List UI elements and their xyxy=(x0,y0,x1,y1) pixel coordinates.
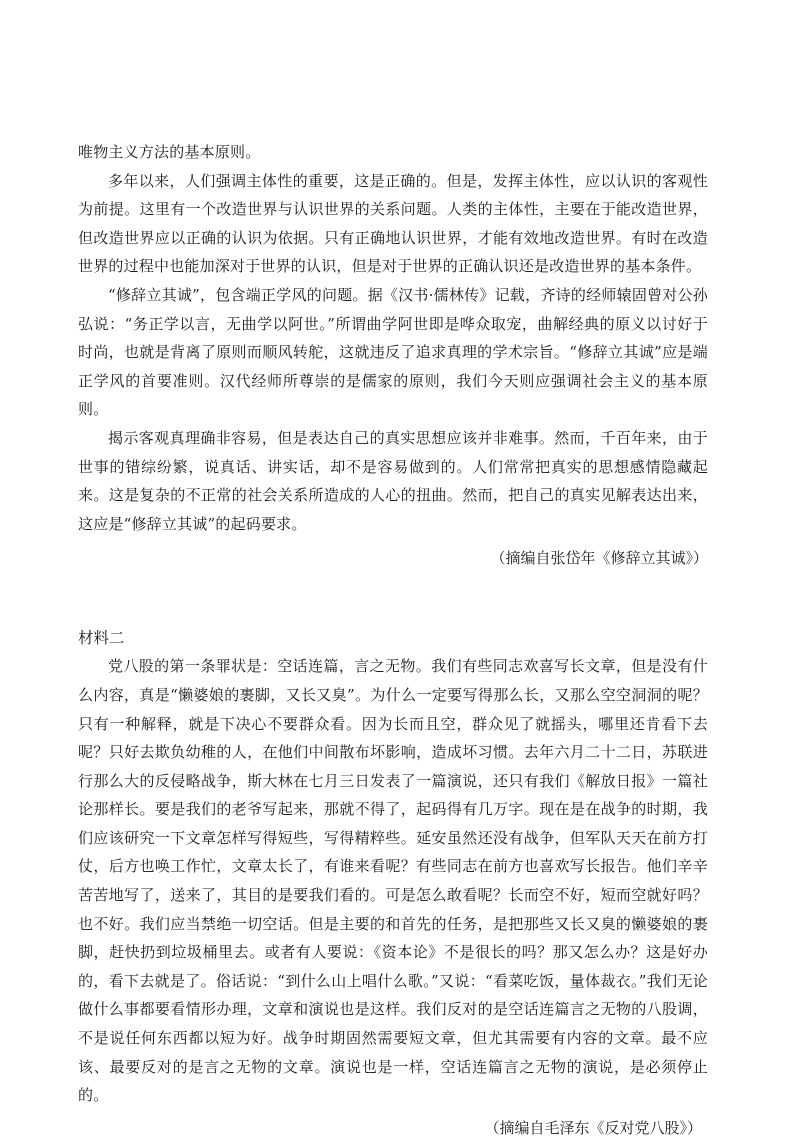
section-title-material-two: 材料二 xyxy=(78,629,125,648)
material-one xyxy=(78,138,708,572)
source-citation-one: （摘编自张岱年《修辞立其诚》） xyxy=(490,549,708,568)
material-two xyxy=(78,624,708,1142)
paragraph-continuation: 唯物主义方法的基本原则。 xyxy=(78,143,261,161)
paragraph-study-style: “修辞立其诚”，包含端正学风的问题。据《汉书·儒林传》记载，齐诗的经师辕固曾对公孙弘说：“务正学以言，无曲学以阿世。”所谓曲学阿世即是哗众取宠，曲解经典的原义以讨好于时尚，也就是背离了原则而顺风转舵，这就违反了追求真理的学术宗旨。“修辞立其诚”应是端正学风的首要准则。汉代经师所尊崇的是儒家的原则，我们今天则应强调社会主义的基本原则。 xyxy=(78,285,708,419)
paragraph-truth: 揭示客观真理确非容易，但是表达自己的真实思想应该并非难事。然而，千百年来，由于世事的错综纷繁，说真话、讲实话，却不是容易做到的。人们常常把真实的思想感情隐藏起来。这是复杂的不正常的社会关系所造成的人心的扭曲。然而，把自己的真实见解表达出来，这应是“修辞立其诚”的起码要求。 xyxy=(78,428,708,533)
source-citation-two: （摘编自毛泽东《反对党八股》） xyxy=(484,1118,702,1137)
paragraph-party-jargon: 党八股的第一条罪状是：空话连篇，言之无物。我们有些同志欢喜写长文章，但是没有什么内容，真是“懒婆娘的裹脚，又长又臭”。为什么一定要写得那么长，又那么空空洞洞的呢？只有一种解释，就是下决心不要群众看。因为长而且空，群众见了就摇头，哪里还肯看下去呢？只好去欺负幼稚的人，在他们中间散布坏影响，造成坏习惯。去年六月二十二日，苏联进行那么大的反侵略战争，斯大林在七月三日发表了一篇演说，还只有我们《解放日报》一篇社论那样长。要是我们的老爷写起来，那就不得了，起码得有几万字。现在是在战争的时期，我们应该研究一下文章怎样写得短些，写得精粹些。延安虽然还没有战争，但军队天天在前方打仗，后方也唤工作忙，文章太长了，有谁来看呢？有些同志在前方也喜欢写长报告。他们辛辛苦苦地写了，送来了，其目的是要我们看的。可是怎么敢看呢？长而空不好，短而空就好吗？也不好。我们应当禁绝一切空话。但是主要的和首先的任务，是把那些又长又臭的懒婆娘的裹脚，赶快扔到垃圾桶里去。或者有人要说：《资本论》不是很长的吗？那又怎么办？这是好办的，看下去就是了。俗话说：“到什么山上唱什么歌。”又说：“看菜吃饭，量体裁衣。”我们无论做什么事都要看情形办理，文章和演说也是这样。我们反对的是空话连篇言之无物的八股调，不是说任何东西都以短为好。战争时期固然需要短文章，但尤其需要有内容的文章。最不应该、最要反对的是言之无物的文章。演说也是一样，空话连篇言之无物的演说，是必须停止的。 xyxy=(78,657,708,1105)
paragraph-subjectivity: 多年以来，人们强调主体性的重要，这是正确的。但是，发挥主体性，应以认识的客观性为前提。这里有一个改造世界与认识世界的关系问题。人类的主体性，主要在于能改造世界，但改造世界应以正确的认识为依据。只有正确地认识世界，才能有效地改造世界。有时在改造世界的过程中也能加深对于世界的认识，但是对于世界的正确认识还是改造世界的基本条件。 xyxy=(78,171,708,276)
document-page xyxy=(78,138,708,1142)
